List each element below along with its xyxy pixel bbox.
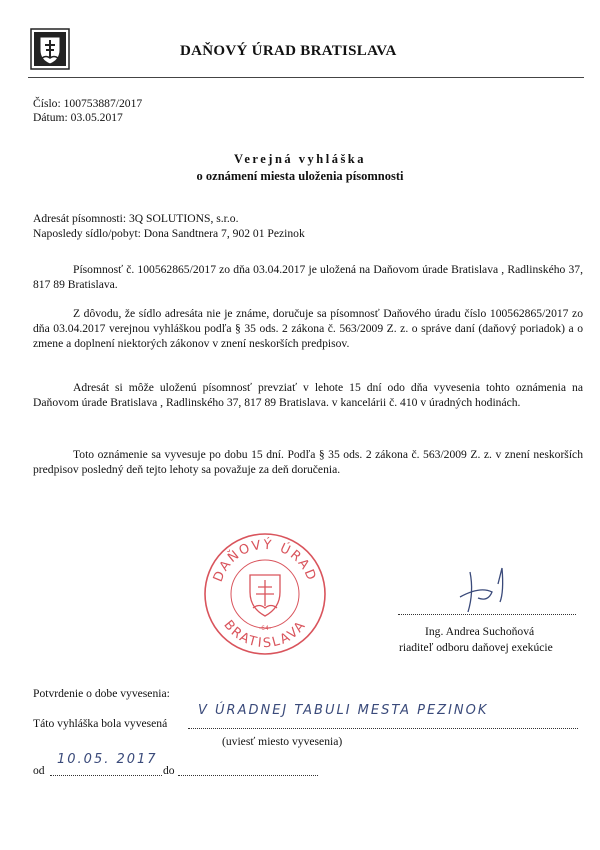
addressee-address: Naposledy sídlo/pobyt: Dona Sandtnera 7, 902 01 Pezinok xyxy=(33,227,305,240)
stamp-number: -64- xyxy=(259,625,271,632)
stamp-bottom-text: BRATISLAVA xyxy=(220,617,310,652)
document-number: Číslo: 100753887/2017 xyxy=(33,97,143,110)
coat-of-arms-icon xyxy=(250,575,280,616)
posting-place-hint: (uviesť miesto vyvesenia) xyxy=(222,735,343,748)
header-divider xyxy=(28,77,584,78)
signature-scribble xyxy=(440,562,530,622)
official-stamp xyxy=(200,530,330,655)
office-emblem-icon xyxy=(30,28,70,70)
posting-place-handwritten: V ÚRADNEJ TABULI MESTA PEZINOK xyxy=(198,703,489,718)
notice-title: Verejná vyhláška xyxy=(233,152,367,166)
paragraph-delivery: Toto oznámenie sa vyvesuje po dobu 15 dní. Podľa § 35 ods. 2 zákona č. 563/2009 Z. z. v znení neskorších predpisov posledný deň tejto lehoty sa považuje za deň doručenia. xyxy=(33,448,583,476)
office-title: DAŇOVÝ ÚRAD BRATISLAVA xyxy=(180,43,397,59)
paragraph-reason: Z dôvodu, že sídlo adresáta nie je známe, doručuje sa písomnosť Daňového úradu číslo 100562865/2017 zo dňa 03.04.2017 verejnou vyhláškou podľa § 35 ods. 2 zákona č. 563/2009 Z. z. o správe daní (daňový poriadok) a o zmene a doplnení niektorých zákonov v znení neskorších predpisov. xyxy=(33,307,583,350)
posting-label: Táto vyhláška bola vyvesená xyxy=(33,717,168,730)
signatory-role: riaditeľ odboru daňovej exekúcie xyxy=(399,641,553,654)
posting-to-label: do xyxy=(163,764,175,777)
stamp-top-text: DAŇOVÝ ÚRAD xyxy=(210,537,320,585)
svg-text:BRATISLAVA xyxy=(220,618,309,652)
paragraph-collection: Adresát si môže uloženú písomnosť prevziať v lehote 15 dní odo dňa vyvesenia tohto oznámenia na Daňovom úrade Bratislava , Radlinského 37, 817 89 Bratislava. v kancelárii č. 410 v úradných hodinách. xyxy=(33,381,583,409)
posting-from-handwritten: 10.05. 2017 xyxy=(57,752,158,767)
posting-from-label: od xyxy=(33,764,45,777)
paragraph-storage: Písomnosť č. 100562865/2017 zo dňa 03.04.2017 je uložená na Daňovom úrade Bratislava , Radlinského 37, 817 89 Bratislava. xyxy=(33,263,583,291)
posting-place-line xyxy=(188,728,578,729)
addressee-name: Adresát písomnosti: 3Q SOLUTIONS, s.r.o. xyxy=(33,212,239,225)
signature-line xyxy=(398,614,576,615)
posting-to-line xyxy=(178,775,318,776)
posting-heading: Potvrdenie o dobe vyvesenia: xyxy=(33,687,170,700)
posting-from-line xyxy=(50,775,162,776)
notice-subtitle: o oznámení miesta uloženia písomnosti xyxy=(196,169,404,183)
signatory-name: Ing. Andrea Suchoňová xyxy=(425,625,535,638)
document-date: Dátum: 03.05.2017 xyxy=(33,111,123,124)
